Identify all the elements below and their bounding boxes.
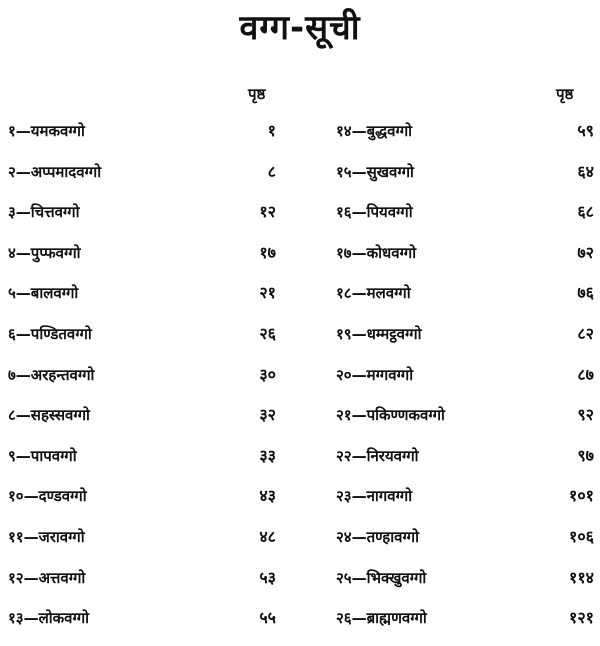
contents-entry [8, 321, 276, 362]
contents-entry [336, 402, 594, 443]
page-number: ५५ [259, 608, 276, 628]
chapter-name: १९—धम्मट्ठवग्गो [336, 324, 422, 343]
contents-entry [336, 565, 594, 606]
contents-entry [336, 118, 594, 159]
page-number: १७ [259, 242, 276, 262]
contents-entry [336, 199, 594, 240]
page-number: ६४ [577, 161, 594, 181]
page-number: १ [267, 121, 276, 140]
chapter-name: २४—तण्हावग्गो [336, 527, 420, 546]
page-number: १२१ [569, 608, 594, 628]
page-number: ६८ [577, 202, 594, 222]
chapter-name: २५—भिक्खुवग्गो [336, 568, 427, 587]
contents-entry [8, 199, 276, 240]
chapter-name: २२—निरयवग्गो [336, 446, 419, 465]
contents-entry [8, 159, 276, 200]
page-number: ९७ [577, 445, 594, 465]
contents-entry [8, 443, 276, 484]
chapter-name: २६—ब्राह्मणवग्गो [336, 609, 427, 628]
chapter-name: १७—कोधवग्गो [336, 243, 417, 262]
contents-entry [336, 321, 594, 362]
chapter-name: १४—बुद्धवग्गो [336, 122, 413, 140]
chapter-name: १८—मलवग्गो [336, 284, 411, 303]
contents-entry [8, 362, 276, 403]
contents-entry [336, 443, 594, 484]
chapter-name: ७—अरहन्तवग्गो [8, 365, 95, 384]
page-number: ७२ [577, 242, 594, 262]
page-title: वग्ग-सूची [239, 8, 361, 48]
page-number: ८२ [577, 323, 594, 343]
page-number: ४८ [259, 526, 276, 546]
contents-entry [8, 605, 276, 646]
page-number: १०१ [569, 486, 594, 506]
chapter-name: २—अप्पमादवग्गो [8, 162, 102, 181]
page-number: ३० [259, 364, 276, 384]
chapter-name: २०—मग्गवग्गो [336, 365, 414, 384]
page-column-header-left: पृष्ठ [248, 85, 266, 103]
page-number: १२ [259, 202, 276, 222]
chapter-name: ६—पण्डितवग्गो [8, 324, 92, 343]
contents-entry [336, 240, 594, 281]
chapter-name: १५—सुखवग्गो [336, 162, 414, 181]
page-number: ५९ [577, 121, 594, 140]
contents-entry [336, 483, 594, 524]
contents-entry [8, 565, 276, 606]
chapter-name: ९—पापवग्गो [8, 446, 77, 465]
contents-list-right [336, 118, 594, 646]
page-number: ८ [267, 161, 276, 181]
page-number: ५३ [259, 567, 276, 587]
chapter-name: ११—जरावग्गो [8, 527, 85, 546]
contents-entry [8, 280, 276, 321]
chapter-name: ४—पुप्फवग्गो [8, 243, 81, 262]
chapter-name: १—यमकवग्गो [8, 122, 85, 140]
chapter-name: ३—चित्तवग्गो [8, 203, 80, 222]
chapter-name: १३—लोकवग्गो [8, 609, 90, 628]
contents-entry [336, 362, 594, 403]
chapter-name: १६—पियवग्गो [336, 203, 413, 222]
page-number: ९२ [577, 405, 594, 425]
page-number: १०६ [569, 526, 594, 546]
page-number: ७६ [577, 283, 594, 303]
contents-entry [8, 118, 276, 159]
contents-entry [336, 605, 594, 646]
contents-entry [8, 524, 276, 565]
chapter-name: ८—सहस्सवग्गो [8, 406, 90, 425]
page-number: २६ [259, 323, 276, 343]
contents-entry [8, 483, 276, 524]
chapter-name: २३—नागवग्गो [336, 487, 413, 506]
contents-entry [8, 402, 276, 443]
page-number: ३३ [259, 445, 276, 465]
chapter-name: ५—बालवग्गो [8, 284, 79, 303]
chapter-name: २१—पकिण्णकवग्गो [336, 406, 445, 425]
contents-entry [336, 280, 594, 321]
contents-list-left [8, 118, 276, 646]
page-number: ८७ [577, 364, 594, 384]
page-column-header-right: पृष्ठ [556, 85, 574, 103]
contents-entry [336, 524, 594, 565]
chapter-name: १२—अत्तवग्गो [8, 568, 86, 587]
contents-entry [8, 240, 276, 281]
page-number: ११४ [569, 567, 594, 587]
page-number: ३२ [259, 405, 276, 425]
page-number: २१ [259, 283, 276, 303]
contents-entry [336, 159, 594, 200]
chapter-name: १०—दण्डवग्गो [8, 487, 87, 506]
page-number: ४३ [259, 486, 276, 506]
